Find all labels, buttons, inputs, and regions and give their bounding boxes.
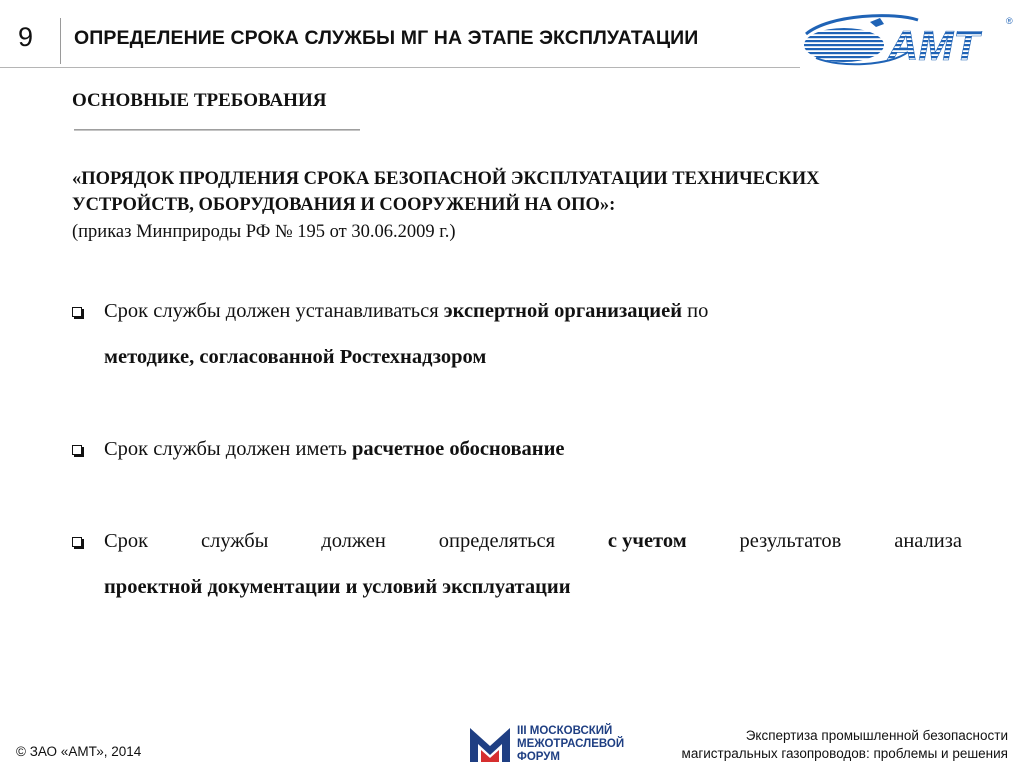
requirement-word: службы [201, 530, 269, 552]
requirement-word: Срок [104, 530, 149, 552]
amt-logo-text: АМТ [888, 22, 979, 69]
requirement-text [104, 426, 962, 472]
checkbox-bullet-icon [72, 307, 82, 317]
requirement-item-1 [70, 288, 962, 380]
event-title-line: Экспертиза промышленной безопасности [745, 728, 1008, 743]
requirement-emphasis: расчетное обоснование [352, 438, 565, 460]
requirement-emphasis: с учетом [607, 530, 687, 552]
regulation-title-line-1: «ПОРЯДОК ПРОДЛЕНИЯ СРОКА БЕЗОПАСНОЙ ЭКСПЛУАТАЦИИ ТЕХНИЧЕСКИХ [72, 169, 820, 189]
requirement-text [104, 518, 962, 610]
checkbox-bullet-icon [72, 445, 82, 455]
checkbox-bullet-icon [72, 537, 82, 547]
section-heading: ОСНОВНЫЕ ТРЕБОВАНИЯ [72, 90, 327, 111]
requirement-item-3 [70, 518, 962, 610]
registered-mark: ® [1006, 16, 1013, 26]
event-title [682, 727, 1008, 763]
title-underline [0, 67, 800, 68]
slide-number: 9 [18, 22, 34, 52]
header-divider [60, 18, 61, 64]
justified-line [104, 518, 962, 564]
slide-title: ОПРЕДЕЛЕНИЕ СРОКА СЛУЖБЫ МГ НА ЭТАПЕ ЭКСПЛУАТАЦИИ [74, 27, 699, 49]
forum-logo-icon [468, 724, 512, 764]
forum-name-line: III МОСКОВСКИЙ [517, 725, 613, 737]
regulation-order: (приказ Минприроды РФ № 195 от 30.06.2009 г.) [72, 222, 456, 242]
requirement-text-part: Срок службы должен устанавливаться [104, 300, 444, 322]
amt-logo [800, 12, 1020, 70]
forum-name [517, 725, 624, 764]
requirement-emphasis: методике, согласованной Ростехнадзором [104, 346, 487, 368]
requirement-emphasis: экспертной организацией [443, 300, 683, 322]
requirement-item-2 [70, 426, 962, 472]
requirement-text [104, 288, 962, 380]
requirement-word: анализа [894, 530, 962, 552]
event-title-line: магистральных газопроводов: проблемы и решения [681, 746, 1008, 761]
forum-name-line: МЕЖОТРАСЛЕВОЙ [517, 738, 625, 750]
requirement-word: определяться [438, 530, 556, 552]
requirement-text-part: Срок службы должен иметь [104, 438, 352, 460]
requirement-text-part: по [682, 300, 709, 322]
slide-header [0, 0, 1024, 70]
copyright: © ЗАО «АМТ», 2014 [16, 744, 142, 759]
regulation-title-line-2: УСТРОЙСТВ, ОБОРУДОВАНИЯ И СООРУЖЕНИЙ НА ОПО»: [72, 195, 616, 215]
section-underline [74, 129, 360, 131]
forum-name-line: ФОРУМ [517, 751, 561, 763]
regulation-reference [72, 166, 972, 245]
requirement-emphasis: проектной документации и условий эксплуатации [104, 576, 571, 598]
requirement-word: результатов [739, 530, 842, 552]
requirement-word: должен [321, 530, 386, 552]
